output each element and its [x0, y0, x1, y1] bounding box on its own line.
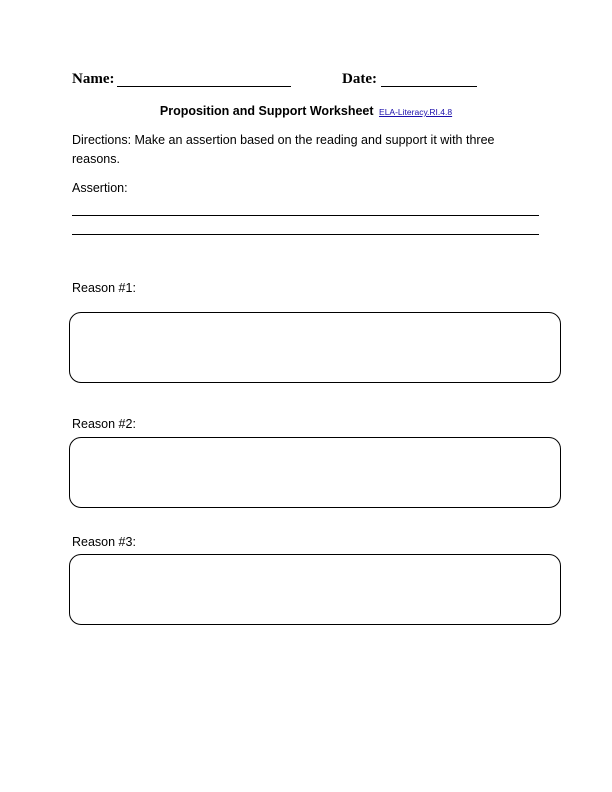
assertion-label: Assertion:: [72, 181, 128, 195]
standard-link[interactable]: ELA-Literacy.RI.4.8: [379, 107, 453, 117]
name-label: Name:: [72, 71, 115, 87]
worksheet-title: Proposition and Support Worksheet: [159, 104, 374, 118]
reason-1-label: Reason #1:: [72, 281, 136, 295]
reason-2-box[interactable]: [69, 437, 561, 508]
reason-3-label: Reason #3:: [72, 535, 136, 549]
directions-text: Directions: Make an assertion based on the reading and support it with three reasons.: [72, 133, 495, 166]
name-blank-line[interactable]: [117, 86, 291, 87]
header-fields: [72, 71, 492, 91]
worksheet-title-row: [0, 104, 612, 118]
date-blank-line[interactable]: [381, 86, 477, 87]
reason-1-box[interactable]: [69, 312, 561, 383]
date-label: Date:: [342, 71, 377, 87]
assertion-line-2[interactable]: [72, 234, 539, 235]
reason-2-label: Reason #2:: [72, 417, 136, 431]
assertion-line-1[interactable]: [72, 215, 539, 216]
reason-3-box[interactable]: [69, 554, 561, 625]
